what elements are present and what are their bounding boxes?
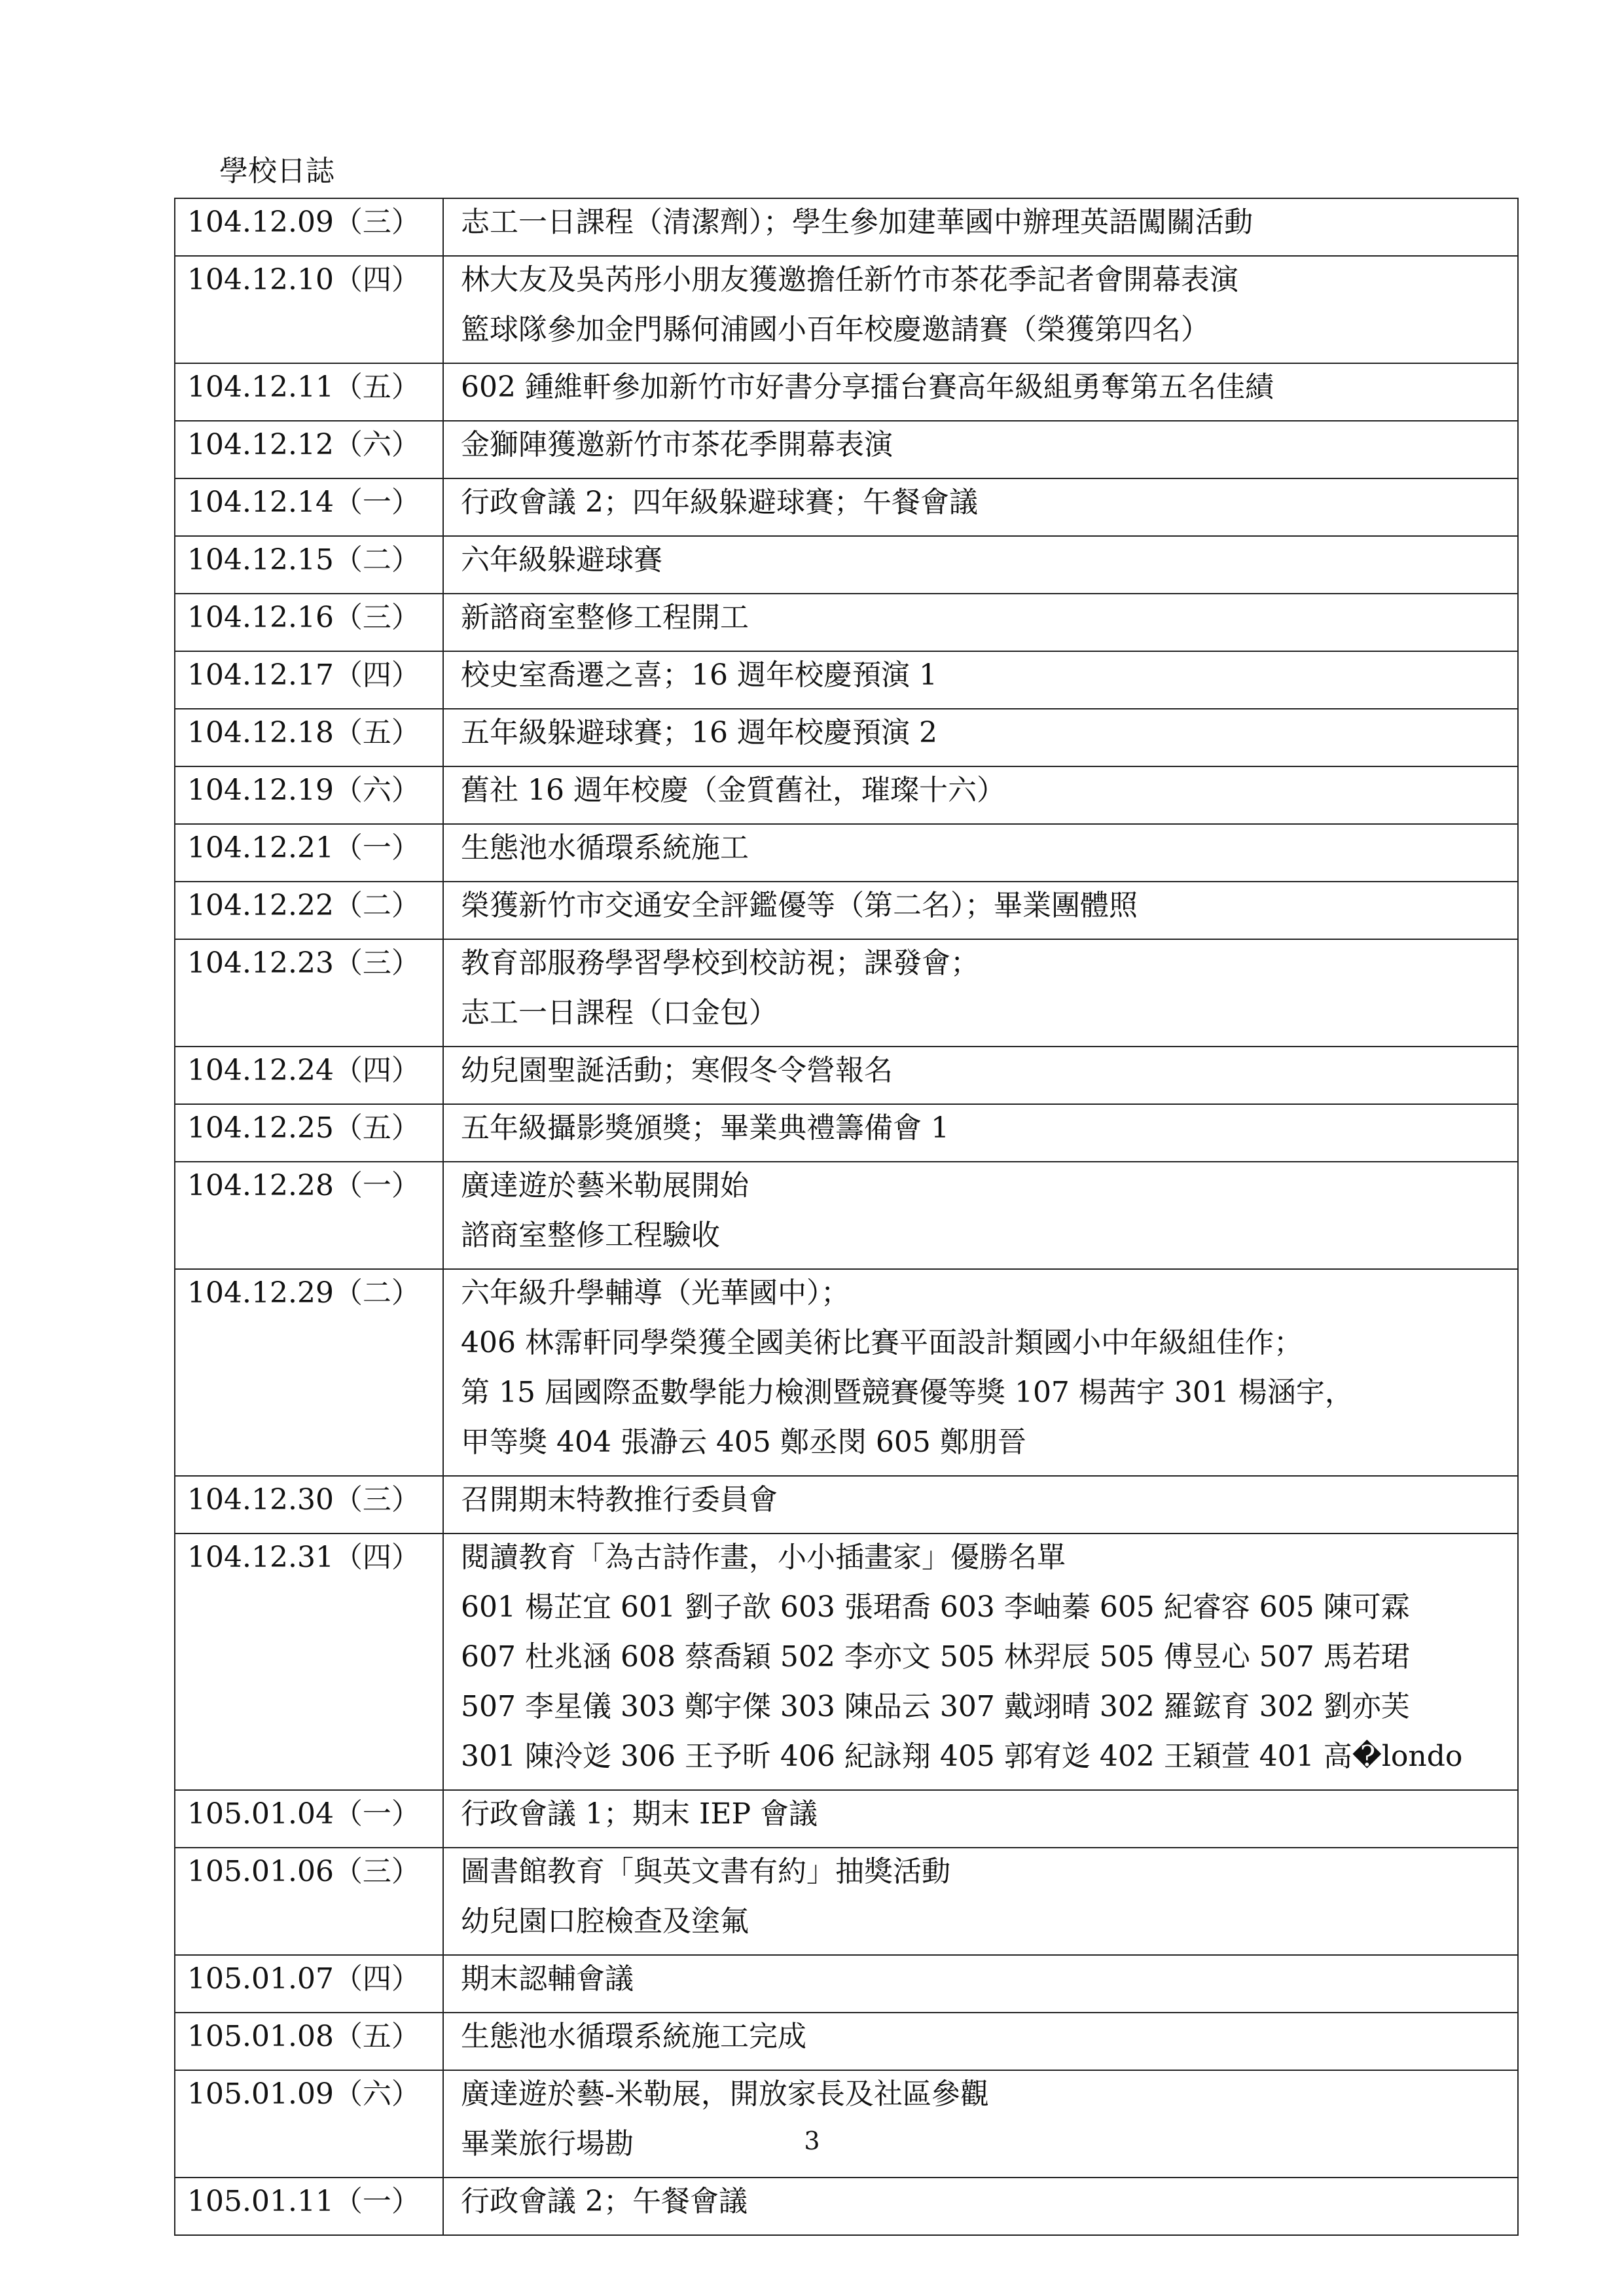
log-date-cell — [175, 1955, 443, 2013]
school-log-table — [174, 198, 1519, 2236]
log-date: 105.01.11（一） — [187, 2185, 420, 2218]
log-row — [175, 421, 1518, 478]
log-date-cell — [175, 651, 443, 709]
log-row — [175, 198, 1518, 256]
log-entry-line: 舊社 16 週年校慶（金質舊社，璀璨十六） — [461, 774, 1005, 807]
log-date-cell — [175, 363, 443, 421]
log-row — [175, 1104, 1518, 1162]
log-entry-line: 廣達遊於藝米勒展開始 — [461, 1169, 749, 1202]
log-entry-line: 生態池水循環系統施工完成 — [461, 2020, 806, 2053]
log-entry-line: 新諮商室整修工程開工 — [461, 601, 749, 634]
log-date-cell — [175, 1162, 443, 1269]
log-row — [175, 824, 1518, 882]
log-row — [175, 1476, 1518, 1534]
log-row — [175, 2013, 1518, 2070]
log-date: 104.12.28（一） — [187, 1169, 420, 1202]
log-date-cell — [175, 939, 443, 1047]
log-entry-line: 五年級躲避球賽；16 週年校慶預演 2 — [461, 716, 937, 749]
log-date-cell — [175, 536, 443, 594]
log-entry-line: 幼兒園口腔檢查及塗氟 — [461, 1905, 749, 1938]
log-date: 105.01.04（一） — [187, 1797, 420, 1831]
log-row — [175, 709, 1518, 766]
log-entry-cell — [443, 1476, 1518, 1534]
log-row — [175, 256, 1518, 363]
log-row — [175, 594, 1518, 651]
log-entry-cell — [443, 1534, 1518, 1790]
log-row — [175, 2178, 1518, 2235]
log-date-cell — [175, 1047, 443, 1104]
log-date: 105.01.09（六） — [187, 2077, 420, 2111]
log-entry-line: 諮商室整修工程驗收 — [461, 1219, 720, 1252]
log-date: 104.12.14（一） — [187, 486, 420, 519]
log-row — [175, 651, 1518, 709]
log-date-cell — [175, 421, 443, 478]
log-row — [175, 2070, 1518, 2178]
log-date-cell — [175, 882, 443, 939]
log-date: 105.01.08（五） — [187, 2020, 420, 2053]
log-entry-cell — [443, 536, 1518, 594]
log-date: 104.12.29（二） — [187, 1276, 420, 1310]
log-entry-line: 601 楊芷宜 601 劉子歆 603 張珺喬 603 李岫蓁 605 紀睿容 605 陳可霖 — [461, 1590, 1410, 1624]
log-entry-line: 校史室喬遷之喜；16 週年校慶預演 1 — [461, 658, 937, 692]
log-row — [175, 478, 1518, 536]
log-date: 104.12.24（四） — [187, 1054, 420, 1087]
log-entry-cell — [443, 882, 1518, 939]
log-date: 104.12.19（六） — [187, 774, 420, 807]
log-row — [175, 536, 1518, 594]
log-entry-cell — [443, 766, 1518, 824]
log-date-cell — [175, 824, 443, 882]
log-entry-line: 生態池水循環系統施工 — [461, 831, 749, 865]
log-entry-line: 榮獲新竹市交通安全評鑑優等（第二名）；畢業團體照 — [461, 889, 1138, 922]
log-entry-cell — [443, 2070, 1518, 2178]
log-entry-cell — [443, 824, 1518, 882]
log-row — [175, 363, 1518, 421]
log-date: 104.12.18（五） — [187, 716, 420, 749]
document-title: 學校日誌 — [219, 154, 334, 188]
log-row — [175, 882, 1518, 939]
log-row — [175, 1534, 1518, 1790]
log-date: 104.12.10（四） — [187, 263, 420, 296]
log-date-cell — [175, 2013, 443, 2070]
log-date: 104.12.09（三） — [187, 206, 420, 239]
log-date: 104.12.11（五） — [187, 370, 420, 404]
log-entry-line: 教育部服務學習學校到校訪視；課發會； — [461, 946, 979, 980]
log-date: 104.12.30（三） — [187, 1483, 420, 1516]
school-log-body — [175, 198, 1518, 2235]
log-date: 104.12.22（二） — [187, 889, 420, 922]
log-date-cell — [175, 1476, 443, 1534]
log-date-cell — [175, 256, 443, 363]
log-entry-cell — [443, 2178, 1518, 2235]
log-row — [175, 939, 1518, 1047]
page-number: 3 — [804, 2126, 820, 2155]
log-row — [175, 1162, 1518, 1269]
log-entry-line: 六年級升學輔導（光華國中）； — [461, 1276, 850, 1310]
log-entry-line: 畢業旅行場勘 — [461, 2127, 634, 2161]
log-entry-line: 六年級躲避球賽 — [461, 543, 662, 577]
log-entry-cell — [443, 1955, 1518, 2013]
log-row — [175, 1269, 1518, 1476]
log-entry-line: 602 鍾維軒參加新竹市好書分享擂台賽高年級組勇奪第五名佳績 — [461, 370, 1274, 404]
log-entry-cell — [443, 2013, 1518, 2070]
log-entry-cell — [443, 1047, 1518, 1104]
log-date-cell — [175, 1848, 443, 1955]
log-date-cell — [175, 1790, 443, 1848]
log-entry-cell — [443, 1162, 1518, 1269]
log-row — [175, 766, 1518, 824]
log-entry-line: 籃球隊參加金門縣何浦國小百年校慶邀請賽（榮獲第四名） — [461, 313, 1210, 346]
log-entry-cell — [443, 256, 1518, 363]
log-date: 104.12.31（四） — [187, 1541, 420, 1574]
log-row — [175, 1955, 1518, 2013]
log-date: 104.12.15（二） — [187, 543, 420, 577]
log-entry-cell — [443, 1848, 1518, 1955]
log-date-cell — [175, 2070, 443, 2178]
log-date-cell — [175, 766, 443, 824]
log-entry-cell — [443, 939, 1518, 1047]
log-entry-line: 第 15 屆國際盃數學能力檢測暨競賽優等獎 107 楊茜宇 301 楊涵宇， — [461, 1376, 1354, 1409]
log-date: 105.01.06（三） — [187, 1855, 420, 1888]
log-date: 104.12.23（三） — [187, 946, 420, 980]
log-entry-line: 志工一日課程（口金包） — [461, 996, 778, 1030]
log-date: 104.12.25（五） — [187, 1111, 420, 1145]
log-entry-cell — [443, 1269, 1518, 1476]
log-entry-line: 五年級攝影獎頒獎；畢業典禮籌備會 1 — [461, 1111, 949, 1145]
log-row — [175, 1848, 1518, 1955]
log-entry-line: 幼兒園聖誕活動；寒假冬令營報名 — [461, 1054, 893, 1087]
log-entry-cell — [443, 363, 1518, 421]
log-date: 104.12.12（六） — [187, 428, 420, 461]
log-entry-line: 志工一日課程（清潔劑）；學生參加建華國中辦理英語闖關活動 — [461, 206, 1253, 239]
log-entry-line: 廣達遊於藝-米勒展，開放家長及社區參觀 — [461, 2077, 989, 2111]
log-entry-cell — [443, 198, 1518, 256]
log-date-cell — [175, 2178, 443, 2235]
log-date-cell — [175, 198, 443, 256]
log-entry-line: 行政會議 2；午餐會議 — [461, 2185, 748, 2218]
log-entry-line: 期末認輔會議 — [461, 1962, 634, 1996]
log-entry-cell — [443, 421, 1518, 478]
log-date-cell — [175, 709, 443, 766]
log-date-cell — [175, 1269, 443, 1476]
log-entry-line: 607 杜兆涵 608 蔡喬穎 502 李亦文 505 林羿辰 505 傅昱心 507 馬若珺 — [461, 1640, 1410, 1674]
log-entry-cell — [443, 594, 1518, 651]
log-entry-line: 圖書館教育「與英文書有約」抽獎活動 — [461, 1855, 950, 1888]
log-date: 105.01.07（四） — [187, 1962, 420, 1996]
log-row — [175, 1790, 1518, 1848]
log-entry-line: 林大友及吳芮彤小朋友獲邀擔任新竹市茶花季記者會開幕表演 — [461, 263, 1238, 296]
log-date-cell — [175, 478, 443, 536]
log-entry-line: 行政會議 2；四年級躲避球賽；午餐會議 — [461, 486, 978, 519]
log-entry-cell — [443, 1104, 1518, 1162]
log-entry-cell — [443, 651, 1518, 709]
log-entry-line: 閱讀教育「為古詩作畫，小小插畫家」優勝名單 — [461, 1541, 1066, 1574]
log-date: 104.12.21（一） — [187, 831, 420, 865]
log-entry-line: 金獅陣獲邀新竹市茶花季開幕表演 — [461, 428, 893, 461]
log-entry-cell — [443, 709, 1518, 766]
log-date-cell — [175, 594, 443, 651]
log-row — [175, 1047, 1518, 1104]
log-entry-line: 行政會議 1；期末 IEP 會議 — [461, 1797, 818, 1831]
log-entry-cell — [443, 1790, 1518, 1848]
log-entry-line: 507 李星儀 303 鄭宇傑 303 陳品云 307 戴翊晴 302 羅鋐育 302 劉亦芙 — [461, 1690, 1410, 1723]
log-entry-line: 406 林霈軒同學榮獲全國美術比賽平面設計類國小中年級組佳作； — [461, 1326, 1303, 1359]
log-entry-line: 召開期末特教推行委員會 — [461, 1483, 778, 1516]
log-date: 104.12.17（四） — [187, 658, 420, 692]
log-date-cell — [175, 1104, 443, 1162]
log-entry-line: 301 陳泠彣 306 王予昕 406 紀詠翔 405 郭宥彣 402 王穎萱 401 高�londo — [461, 1740, 1463, 1773]
log-entry-cell — [443, 478, 1518, 536]
log-entry-line: 甲等獎 404 張瀞云 405 鄭丞閔 605 鄭朋晉 — [461, 1426, 1026, 1459]
log-date-cell — [175, 1534, 443, 1790]
log-date: 104.12.16（三） — [187, 601, 420, 634]
